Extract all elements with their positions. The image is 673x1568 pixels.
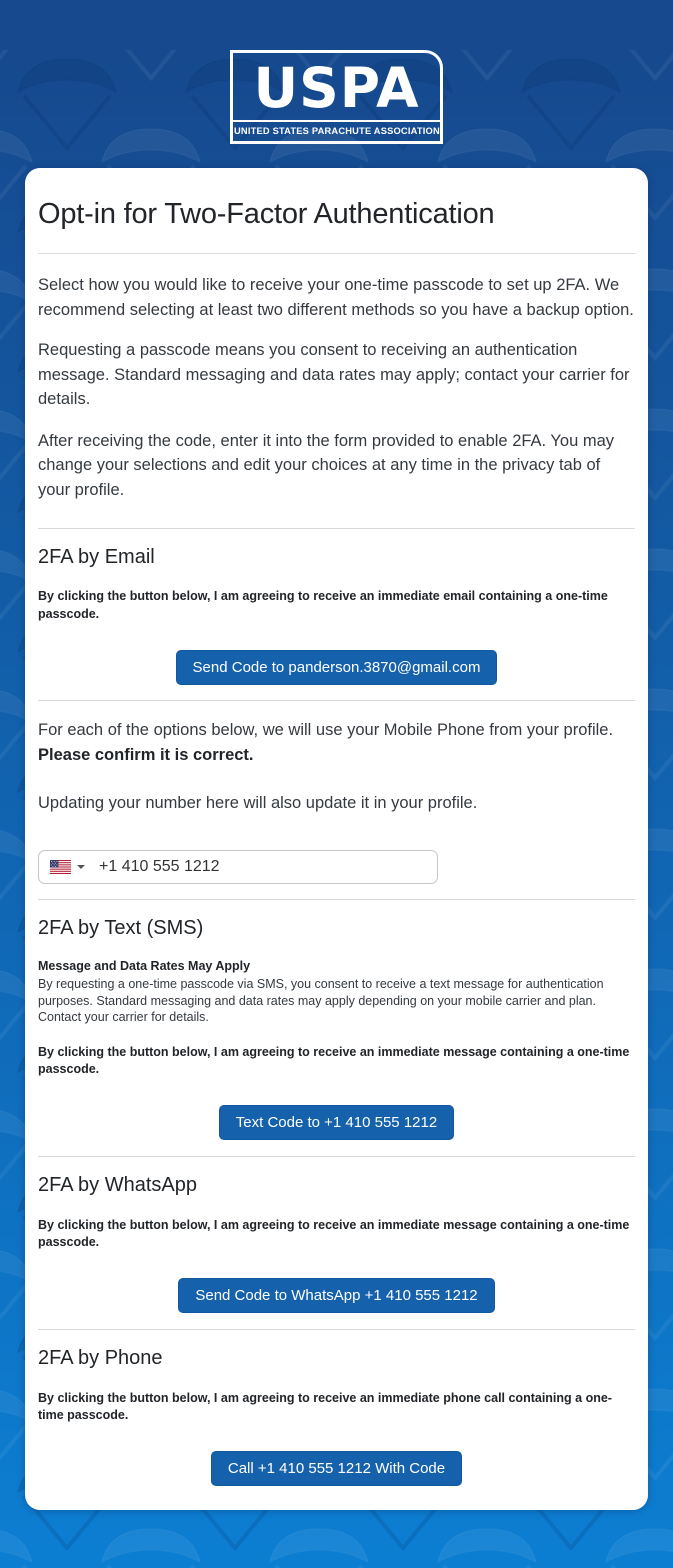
uspa-logo-acronym: USPA xyxy=(253,55,420,120)
section-divider xyxy=(38,528,635,529)
sms-section-heading: 2FA by Text (SMS) xyxy=(38,916,204,939)
page-title: Opt-in for Two-Factor Authentication xyxy=(38,198,495,230)
uspa-logo[interactable] xyxy=(230,50,443,144)
email-section-heading: 2FA by Email xyxy=(38,546,155,568)
section-divider xyxy=(38,1156,635,1157)
title-divider xyxy=(38,253,635,254)
phonecall-section-heading: 2FA by Phone xyxy=(38,1346,163,1369)
chevron-down-icon xyxy=(77,865,85,869)
section-divider xyxy=(38,700,635,701)
intro-paragraph-3: After receiving the code, enter it into the form provided to enable 2FA. You may change your selections and edit your choices at any time in the privacy tab of your profile. xyxy=(38,431,615,499)
sms-rates-title: Message and Data Rates May Apply xyxy=(38,958,251,973)
whatsapp-consent-text: By clicking the button below, I am agreeing to receive an immediate message containing a one-time passcode. xyxy=(38,1217,630,1249)
phone-confirm-bold: Please confirm it is correct. xyxy=(38,745,254,764)
country-selector[interactable] xyxy=(50,860,85,874)
two-factor-optin-card xyxy=(25,168,648,1510)
section-divider xyxy=(38,1329,635,1330)
phone-update-note: Updating your number here will also update it in your profile. xyxy=(38,794,478,812)
send-email-code-button[interactable]: Send Code to panderson.3870@gmail.com xyxy=(176,650,498,685)
phone-number-value: +1 410 555 1212 xyxy=(99,857,220,875)
sms-rates-body: By requesting a one-time passcode via SMS, you consent to receive a text message for authentication purposes. Standard messaging and data rates may apply depending on your mobile carrier and plan. Contact your carrier for details. xyxy=(38,977,604,1024)
email-consent-text: By clicking the button below, I am agreeing to receive an immediate email containing a one-time passcode. xyxy=(38,589,608,621)
intro-paragraph-1: Select how you would like to receive your one-time passcode to set up 2FA. We recommend selecting at least two different methods so you have a backup option. xyxy=(38,276,634,319)
intro-paragraph-2: Requesting a passcode means you consent to receiving an authentication message. Standard messaging and data rates may apply; contact your carrier for details. xyxy=(38,341,630,408)
uspa-logo-full-name: UNITED STATES PARACHUTE ASSOCIATION xyxy=(233,120,440,141)
phonecall-consent-text: By clicking the button below, I am agreeing to receive an immediate phone call containing a one-time passcode. xyxy=(38,1390,612,1422)
phone-number-input[interactable] xyxy=(38,850,438,884)
section-divider xyxy=(38,899,635,900)
us-flag-icon xyxy=(50,860,71,874)
phone-confirm-text xyxy=(38,718,635,767)
whatsapp-section-heading: 2FA by WhatsApp xyxy=(38,1173,197,1196)
send-sms-code-button[interactable]: Text Code to +1 410 555 1212 xyxy=(219,1105,454,1140)
call-with-code-button[interactable]: Call +1 410 555 1212 With Code xyxy=(211,1451,462,1486)
sms-consent-text: By clicking the button below, I am agreeing to receive an immediate message containing a one-time passcode. xyxy=(38,1044,630,1076)
phone-confirm-normal: For each of the options below, we will use your Mobile Phone from your profile. xyxy=(38,721,614,739)
send-whatsapp-code-button[interactable]: Send Code to WhatsApp +1 410 555 1212 xyxy=(178,1278,494,1313)
